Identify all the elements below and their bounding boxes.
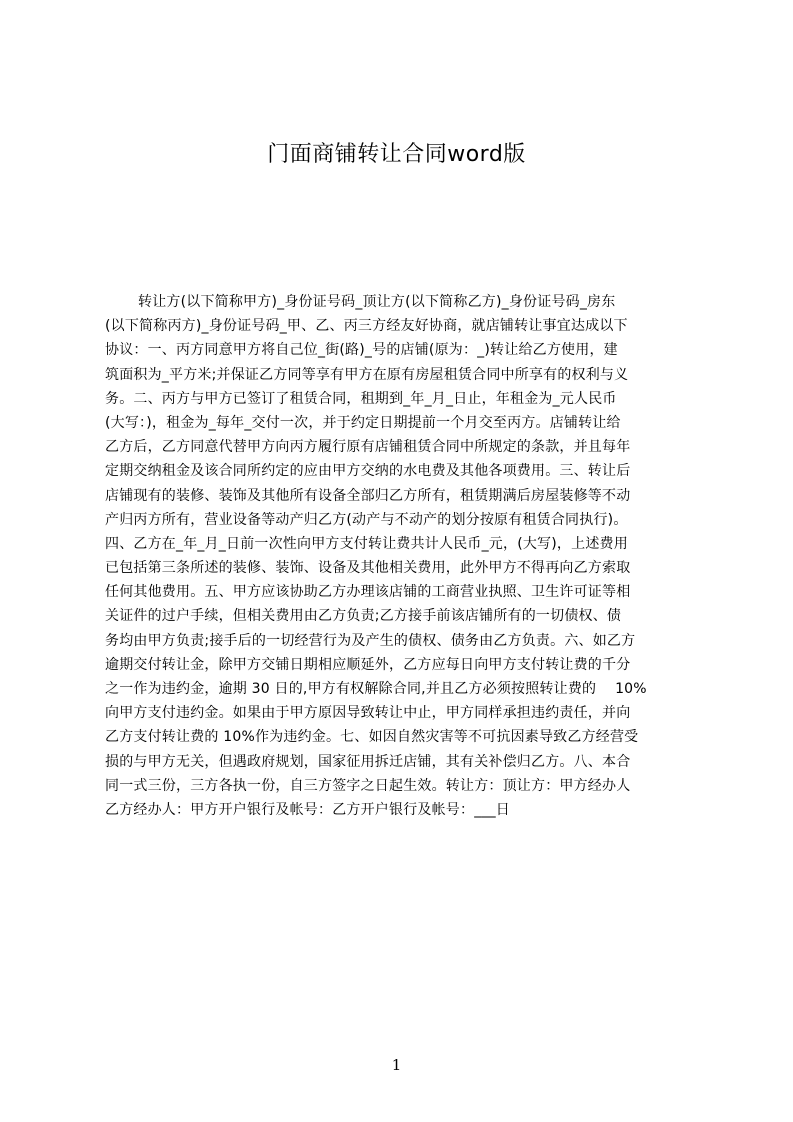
page-number: 1 <box>391 1056 402 1074</box>
body-line: 之一作为违约金，逾期 30 日的,甲方有权解除合同,并且乙方必须按照转让费的 10% <box>105 681 647 697</box>
body-line: 定期交纳租金及该合同所约定的应由甲方交纳的水电费及其他各项费用。三、转让后 <box>105 463 631 480</box>
body-line: 损的与甲方无关，但遇政府规划，国家征用拆迁店铺，其有关补偿归乙方。八、本合 <box>105 753 631 770</box>
body-line: 关证件的过户手续，但相关费用由乙方负责;乙方接手前该店铺所有的一切债权、债 <box>105 608 622 625</box>
document-title: 门面商铺转让合同word版 <box>267 142 526 167</box>
body-line: 转让方(以下简称甲方)_身份证号码_顶让方(以下简称乙方)_身份证号码_房东 <box>138 294 616 310</box>
body-line: 乙方支付转让费的 10%作为违约金。七、如因自然灾害等不可抗因素导致乙方经营受 <box>105 729 639 746</box>
body-line: 店铺现有的装修、装饰及其他所有设备全部归乙方所有，租赁期满后房屋装修等不动 <box>105 487 631 504</box>
body-line: 逾期交付转让金，除甲方交铺日期相应顺延外，乙方应每日向甲方支付转让费的千分 <box>105 656 631 673</box>
body-line: 向甲方支付违约金。如果由于甲方原因导致转让中止，甲方同样承担违约责任，并向 <box>105 705 631 722</box>
body-line: 乙方经办人：甲方开户银行及帐号：乙方开户银行及帐号：___日 <box>105 801 510 818</box>
body-line: 务。二、丙方与甲方已签订了租赁合同，租期到_年_月_日止，年租金为_元人民币 <box>105 390 617 407</box>
body-line: 四、乙方在_年_月_日前一次性向甲方支付转让费共计人民币_元，(大写)，上述费用 <box>105 535 628 552</box>
body-line: 任何其他费用。五、甲方应该协助乙方办理该店铺的工商营业执照、卫生许可证等相 <box>105 584 631 601</box>
body-line: 乙方后，乙方同意代替甲方向丙方履行原有店铺租赁合同中所规定的条款，并且每年 <box>105 439 631 456</box>
body-line: 务均由甲方负责;接手后的一切经营行为及产生的债权、债务由乙方负责。六、如乙方 <box>105 632 636 649</box>
body-line: 筑面积为_平方米;并保证乙方同等享有甲方在原有房屋租赁合同中所享有的权利与义 <box>105 366 629 383</box>
body-line: 协议：一、丙方同意甲方将自己位_街(路)_号的店铺(原为：_)转让给乙方使用，建 <box>105 342 618 359</box>
body-line: 产归丙方所有，营业设备等动产归乙方(动产与不动产的划分按原有租赁合同执行)。 <box>105 511 628 528</box>
contract-body <box>105 290 698 822</box>
body-line: (以下简称丙方)_身份证号码_甲、乙、丙三方经友好协商，就店铺转让事宜达成以下 <box>105 318 628 335</box>
body-line: 已包括第三条所述的装修、装饰、设备及其他相关费用，此外甲方不得再向乙方索取 <box>105 560 631 577</box>
body-line: (大写：)，租金为_每年_交付一次，并于约定日期提前一个月交至丙方。店铺转让给 <box>105 414 621 431</box>
body-line: 同一式三份，三方各执一份，自三方签字之日起生效。转让方：顶让方：甲方经办人 <box>105 777 631 794</box>
